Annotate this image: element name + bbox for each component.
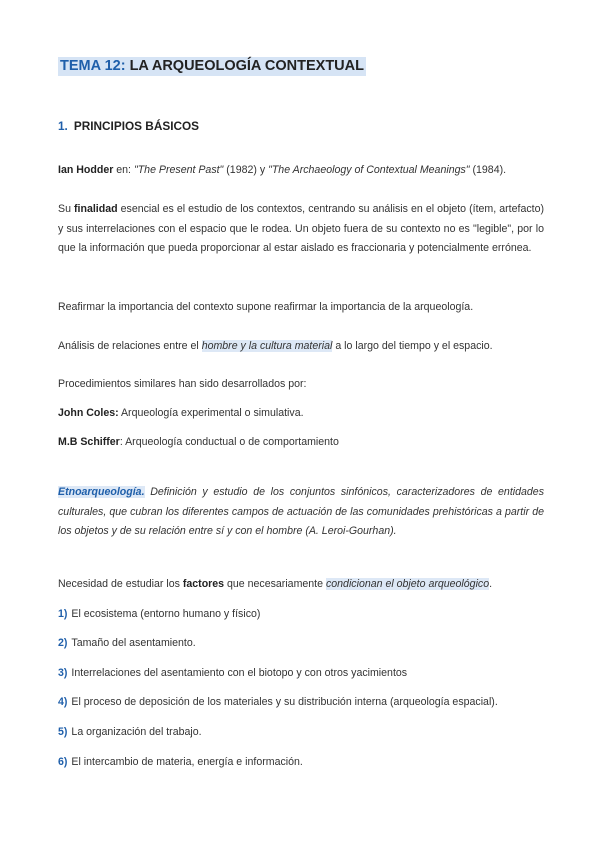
list-text: El proceso de deposición de los materiales y su distribución interna (arqueología espacial). xyxy=(71,696,498,708)
text-span: Necesidad de estudiar los xyxy=(58,578,183,590)
text-span: Arqueología experimental o simulativa. xyxy=(118,407,304,419)
section-heading xyxy=(58,119,199,133)
list-item xyxy=(58,694,498,710)
text-span: esencial es el estudio de los contextos, centrando su análisis en el objeto (ítem, artefacto) y sus interrelaciones con el espacio que le rodea. Un objeto fuera de su contexto no es "legible", por lo que la información que pueda proporcionar al estar aislado es fraccionaria y potencialmente errónea. xyxy=(58,203,545,254)
list-text: El ecosistema (entorno humano y físico) xyxy=(71,608,261,620)
text-span: : Arqueología conductual o de comportamiento xyxy=(119,436,339,448)
coles-paragraph xyxy=(58,404,544,424)
bold-term: factores xyxy=(182,578,225,590)
reafirmar-paragraph: Reafirmar la importancia del contexto supone reafirmar la importancia de la arqueología. xyxy=(58,301,474,313)
term-etnoarqueologia: Etnoarqueología. xyxy=(58,486,145,498)
text-span: . xyxy=(489,578,493,590)
author-name: John Coles: xyxy=(58,407,119,419)
list-text: Interrelaciones del asentamiento con el biotopo y con otros yacimientos xyxy=(71,667,408,679)
list-number: 5) xyxy=(58,726,68,738)
list-item xyxy=(58,606,260,622)
author-name: Ian Hodder xyxy=(58,164,114,176)
highlighted-phrase: hombre y la cultura material xyxy=(201,340,333,352)
text-span: a lo largo del tiempo y el espacio. xyxy=(332,340,493,352)
list-number: 3) xyxy=(58,667,68,679)
text-span: Análisis de relaciones entre el xyxy=(58,340,202,352)
analisis-paragraph xyxy=(58,337,544,357)
list-number: 1) xyxy=(58,608,68,620)
section-title: PRINCIPIOS BÁSICOS xyxy=(73,119,200,133)
hodder-paragraph xyxy=(58,161,544,181)
list-item xyxy=(58,635,196,651)
finalidad-paragraph xyxy=(58,200,544,259)
list-text: Tamaño del asentamiento. xyxy=(71,637,196,649)
book-title-2: "The Archaeology of Contextual Meanings" xyxy=(268,164,470,176)
topic-number: TEMA 12: xyxy=(60,58,126,74)
list-text: La organización del trabajo. xyxy=(71,726,202,738)
text-span: (1984). xyxy=(469,164,507,176)
author-name: M.B Schiffer xyxy=(58,436,120,448)
list-number: 2) xyxy=(58,637,68,649)
list-item xyxy=(58,665,407,681)
text-span: que necesariamente xyxy=(224,578,326,590)
highlighted-phrase: condicionan el objeto arqueológico xyxy=(325,578,490,590)
text-span: Su xyxy=(58,203,75,215)
text-span: Definición y estudio de los conjuntos sinfónicos, caracterizadores de entidades culturales, que cubran los diferentes campos de actuación de las comunidades prehistóricas a partir de los objetos y de su relación entre sí y con el hombre (A. Leroi-Gourhan). xyxy=(58,486,544,537)
section-number: 1. xyxy=(58,119,68,133)
text-span: en: xyxy=(113,164,134,176)
list-number: 6) xyxy=(58,756,68,768)
etnoarqueologia-paragraph xyxy=(58,483,544,542)
schiffer-paragraph xyxy=(58,433,544,453)
topic-title: LA ARQUEOLOGÍA CONTEXTUAL xyxy=(129,58,364,74)
bold-term: finalidad xyxy=(74,203,118,215)
list-item xyxy=(58,724,202,740)
text-span: (1982) y xyxy=(223,164,269,176)
list-number: 4) xyxy=(58,696,68,708)
necesidad-paragraph xyxy=(58,575,544,595)
procedimientos-paragraph: Procedimientos similares han sido desarrollados por: xyxy=(58,378,307,390)
page-title xyxy=(58,57,366,76)
list-item xyxy=(58,754,303,770)
list-text: El intercambio de materia, energía e información. xyxy=(71,756,303,768)
book-title-1: "The Present Past" xyxy=(133,164,224,176)
